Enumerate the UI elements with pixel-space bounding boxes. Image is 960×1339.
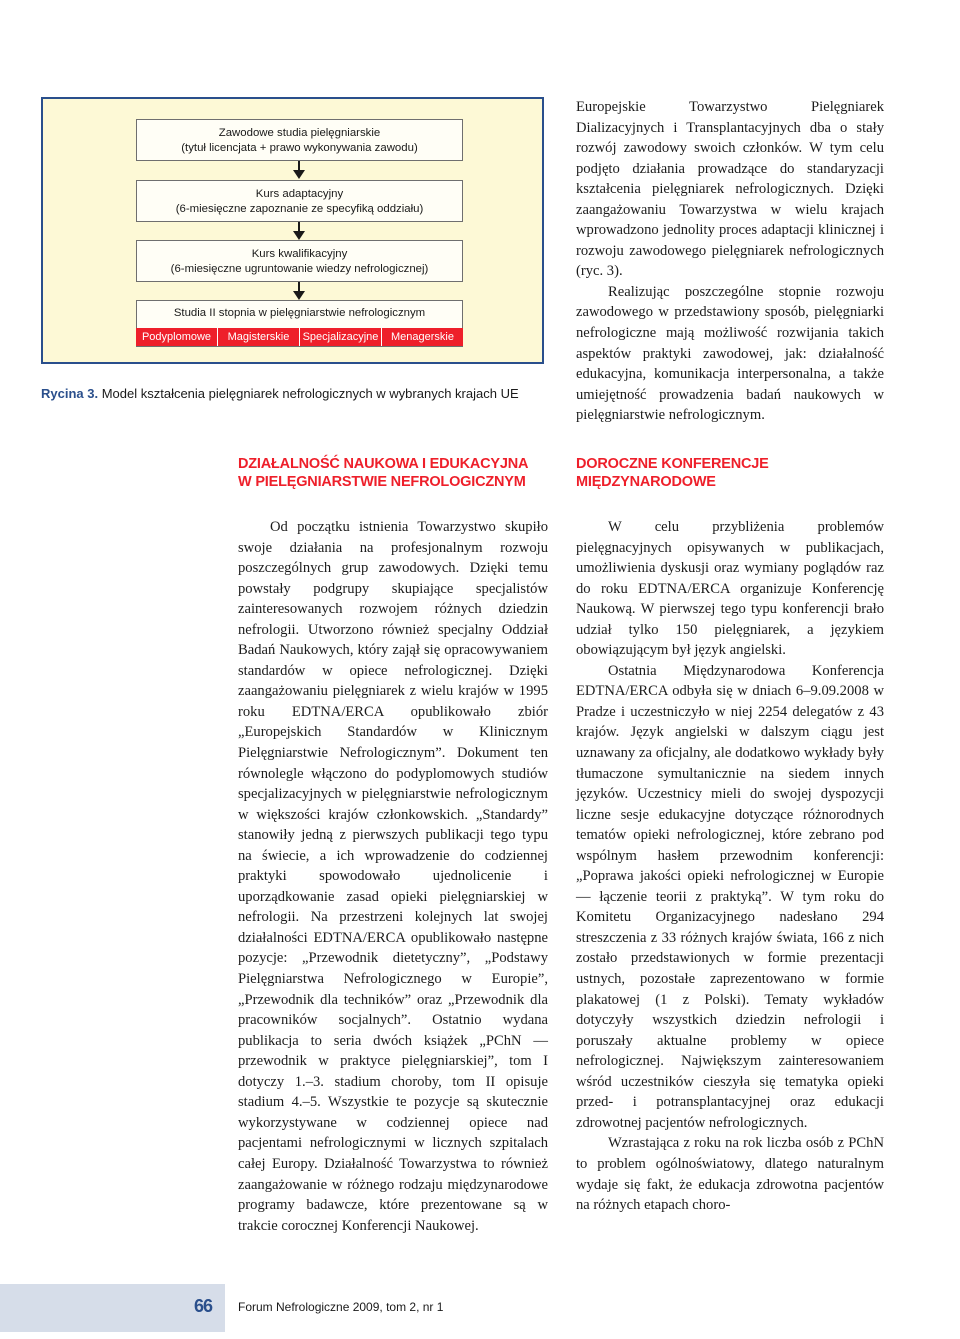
flow-box-subtitle: (6-miesięczne ugruntowanie wiedzy nefrologicznej) xyxy=(170,262,429,275)
paragraph: Europejskie Towarzystwo Pielęgniarek Dializacyjnych i Transplantacyjnych dba o stały rozwój zawodowy swoich członków. W tym celu podjęto działania prowadzące do standaryzacji kształcenia pielęgniarek nefrologicznych. Dzięki zaangażowaniu Towarzystwa w wielu krajach wprowadzono jednolity proces adaptacji klinicznej i rozwoju zawodowego pielęgniarek nefrologicznych (ryc. 3). xyxy=(576,99,884,280)
paragraph: Realizując poszczególne stopnie rozwoju zawodowego w przedstawiony sposób, pielęgniarki nefrologiczne mają możliwość rozwijania takich aspektów praktyki zawodowej, jak: działalność edukacyjna, komunikacja interpersonalna, a także umiejętność prowadzenia badań naukowych w pielęgniarstwie nefrologicznym. xyxy=(576,283,884,424)
paragraph: Wzrastająca z roku na rok liczba osób z PChN to problem ogólnoświatowy, dlatego naturalnym wydaje się fakt, że edukacja zdrowotna pacjentów na różnych etapach choro- xyxy=(576,1135,884,1214)
path-specjalizacyjne: Specjalizacyjne xyxy=(300,328,382,346)
right-column-top xyxy=(576,97,884,426)
flow-box-studia-ii-stopnia xyxy=(136,300,463,347)
figure-caption-label: Rycina 3. xyxy=(41,386,99,401)
footer-bar xyxy=(0,1284,227,1332)
flow-diagram xyxy=(41,97,544,364)
figure-caption-text: Model kształcenia pielęgniarek nefrologicznych w wybranych krajach UE xyxy=(98,386,519,401)
paragraph: Ostatnia Międzynarodowa Konferencja EDTNA/ERCA odbyła się w dniach 6–9.09.2008 w Pradze i uczestniczyło w niej 2254 delegatów z 43 krajów. Język angielski w dalszym ciągu jest uznawany za oficjalny, ale dodatkowo wykłady były tłumaczone symultanicznie na siedem innych języków. Uczestnicy mieli do swojej dyspozycji liczne sesje edukacyjne dotyczące różnorodnych tematów opieki nefrologicznej, które zebrano pod wspólnym hasłem przewodnim konferencji: „Poprawa jakości opieki nefrologicznej w Europie — łączenie teorii z praktyką”. W tym roku do Komitetu Organizacyjnego nadesłano 294 streszczenia z 33 różnych krajów świata, 166 z nich zostało przedstawionych w formie prezentacji ustnych, pozostałe zaprezentowano w formie plakatowej (1 z Polski). Tematy wykładów dotyczyły wszystkich dziedzin nefrologii i poruszały aktualne problemy w opiece nefrologicznej. Największym zainteresowaniem wśród uczestników cieszyła się tematyka opieki przed- i potransplantacyjnej oraz edukacji zdrowotnej pacjentów nefrologicznych. xyxy=(576,662,884,1131)
flow-box-kurs-adaptacyjny xyxy=(136,180,463,222)
path-options-row xyxy=(136,328,463,346)
paragraph: W celu przybliżenia problemów pielęgnacyjnych opisywanych w publikacjach, umożliwienia dyskusji oraz wymiany poglądów raz do roku EDTNA/ERCA organizuje Konferencję Naukową. W pierwszej tego typu konferencji brało udział tylko 150 pielęgniarek, a językiem obowiązującym był język angielski. xyxy=(576,519,884,659)
down-arrow-icon xyxy=(293,222,305,240)
path-podyplomowe: Podyplomowe xyxy=(136,328,218,346)
section-heading-line: DZIAŁALNOŚĆ NAUKOWA I EDUKACYJNA xyxy=(238,456,529,472)
paragraph: Od początku istnienia Towarzystwo skupiło swoje działania na profesjonalnym rozwoju poszczególnych grup zawodowych. Dzięki temu powstały podgrupy skupiające specjalistów zainteresowanych rozwojem różnych dziedzin nefrologii. Utworzono również specjalny Oddział Badań Naukowych, który zajął się opracowywaniem standardów w opiece nefrologicznej. Dzięki zaangażowaniu pielęgniarek z wielu krajów w 1995 roku EDTNA/ERCA opublikowało zbiór „Europejskich Standardów w Klinicznym Pielęgniarstwie Nefrologicznym”. Dokument ten równolegle włączono do podyplomowych studiów specjalizacyjnych w pielęgniarstwie nefrologicznym w większości krajów członkowskich. „Standardy” stanowiły jedną z pierwszych publikacji tego typu na świecie, a ich wprowadzenie do codziennej praktyki spowodowało ujednolicenie i uporządkowanie zasad opieki pielęgniarskiej w nefrologii. Na przestrzeni kolejnych lat swojej działalności EDTNA/ERCA opublikowało następne pozycje: „Przewodnik dietetyczny”, „Podstawy Pielęgniarstwa Nefrologicznego w Europie”, „Przewodnik dla techników” oraz „Przewodnik dla pracowników socjalnych”. Ostatnio wydana publikacja to seria dwóch książek „PChN — przewodnik w praktyce pielęgniarskiej”, tom I dotyczy 1.–3. stadium choroby, tom II opisuje stadium 4.–5. Wszystkie te pozycje są skutecznie wykorzystywane w codziennej opiece nad pacjentami nefrologicznymi w licznych szpitalach całej Europy. Działalność Towarzystwa to również zaangażowanie w różnego rodzaju międzynarodowe programy badawcze, które prezentowane są w trakcie corocznej Konferencji Naukowej. xyxy=(238,519,548,1234)
flow-box-subtitle: (tytuł licencjata + prawo wykonywania zawodu) xyxy=(181,141,418,154)
journal-reference: Forum Nefrologiczne 2009, tom 2, nr 1 xyxy=(238,1300,444,1314)
path-magisterskie: Magisterskie xyxy=(218,328,300,346)
flow-box-title: Kurs kwalifikacyjny xyxy=(251,248,348,260)
flow-box-title: Studia II stopnia w pielęgniarstwie nefrologicznym xyxy=(173,307,426,319)
section-annual-conferences xyxy=(576,455,884,1216)
section-heading: DOROCZNE KONFERENCJE MIĘDZYNARODOWE xyxy=(576,456,769,490)
page-number: 66 xyxy=(194,1296,213,1316)
flow-box-title: Kurs adaptacyjny xyxy=(255,188,344,200)
section-heading-line: W PIELĘGNIARSTWIE NEFROLOGICZNYM xyxy=(238,474,526,490)
path-menagerskie: Menagerskie xyxy=(391,331,454,343)
section-research-education xyxy=(238,455,548,1236)
flow-box-title: Zawodowe studia pielęgniarskie xyxy=(218,127,381,139)
down-arrow-icon xyxy=(293,282,305,300)
section-heading xyxy=(238,455,548,491)
flow-box-subtitle: (6-miesięczne zapoznanie ze specyfiką oddziału) xyxy=(175,202,424,215)
flow-box-kurs-kwalifikacyjny xyxy=(136,240,463,282)
down-arrow-icon xyxy=(293,161,305,179)
flow-box-licencjat xyxy=(136,119,463,161)
figure-caption xyxy=(41,385,561,403)
